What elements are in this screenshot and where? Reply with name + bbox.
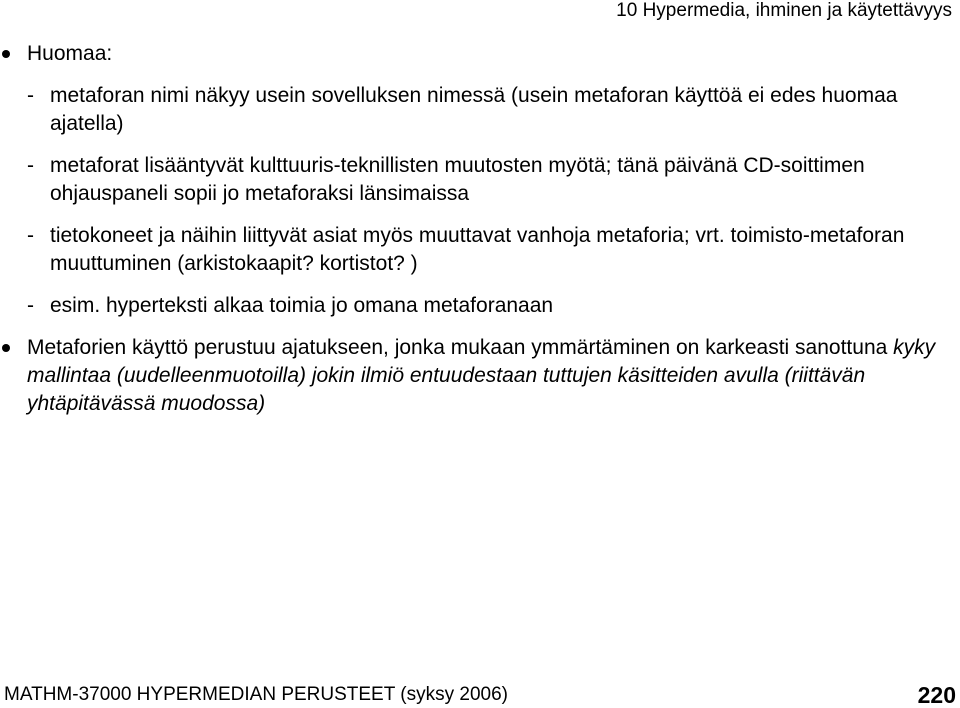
bullet-metaforien [0, 334, 945, 418]
slide-content [0, 40, 945, 418]
sublist-item-text: metaforan nimi näkyy usein sovelluksen nimessä (usein metaforan käyttöä ei edes huomaa ajatella) [50, 84, 898, 135]
bullet-metaforien-text: Metaforien käyttö perustuu ajatukseen, jonka mukaan ymmärtäminen on karkeasti sanottuna [27, 336, 894, 359]
sublist-item [27, 292, 945, 320]
huomaa-sublist [27, 82, 945, 320]
sublist-item [27, 82, 945, 138]
bullet-dot-icon [2, 344, 10, 352]
dash-icon: - [27, 84, 34, 107]
footer-course-title: MATHM-37000 HYPERMEDIAN PERUSTEET (syksy 2006) [4, 684, 508, 705]
sublist-item [27, 152, 945, 208]
sublist-item-text: esim. hyperteksti alkaa toimia jo omana metaforanaan [50, 294, 554, 317]
slide-header: 10 Hypermedia, ihminen ja käytettävyys [616, 0, 952, 21]
sublist-item [27, 222, 945, 278]
dash-icon: - [27, 224, 34, 247]
page-number: 220 [917, 682, 956, 708]
bullet-metaforien-italic: kyky mallintaa (uudelleenmuotoilla) jokin ilmiö entuudestaan tuttujen käsitteiden avulla (riittävän yhtäpitävässä muodossa) [27, 336, 936, 415]
bullet-dot-icon [2, 50, 10, 58]
dash-icon: - [27, 154, 34, 177]
bullet-huomaa-label: Huomaa: [27, 42, 113, 65]
sublist-item-text: tietokoneet ja näihin liittyvät asiat myös muuttavat vanhoja metaforia; vrt. toimisto-metaforan muuttuminen (arkistokaapit? kortistot? ) [50, 224, 905, 275]
dash-icon: - [27, 294, 34, 317]
sublist-item-text: metaforat lisääntyvät kulttuuris-teknillisten muutosten myötä; tänä päivänä CD-soittimen ohjauspaneli sopii jo metaforaksi länsimaissa [50, 154, 865, 205]
bullet-huomaa [0, 40, 945, 320]
